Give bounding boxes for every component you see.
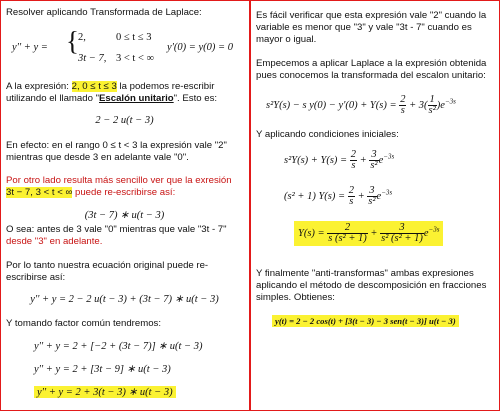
laplace-frac-1 <box>399 95 406 116</box>
exp-power: −3s <box>444 97 456 106</box>
frac-denominator: s² (s² + 1) <box>381 233 423 244</box>
case1-value: 2, <box>78 32 86 43</box>
frac-denominator: s² <box>428 105 436 116</box>
frac-numerator: 2 <box>327 223 368 234</box>
paragraph-5-line1: Por lo tanto nuestra ecuación original puede re- <box>6 260 209 271</box>
ci1-plus: + <box>359 154 367 166</box>
left-column <box>4 0 245 411</box>
initial-conditions: y'(0) = y(0) = 0 <box>167 42 233 53</box>
case1-condition: 0 ≤ t ≤ 3 <box>116 32 152 43</box>
Y-frac-1 <box>327 223 368 244</box>
r-paragraph-2-line1: Empecemos a aplicar Laplace a la expresión obtenida <box>256 58 487 69</box>
p3-highlight: 3t − 7, 3 < t < ∞ <box>6 187 73 198</box>
p1-text-c: utilizando el llamado " <box>6 93 100 104</box>
ci1-frac-1 <box>350 150 357 171</box>
frac-numerator: 2 <box>350 149 356 160</box>
ci2-frac-2 <box>367 186 376 207</box>
frac-numerator: 3 <box>380 223 424 234</box>
p1-text-b: la podemos re-escribir <box>119 81 215 92</box>
equation-a: y'' + y = 2 + [−2 + (3t − 7)] ∗ u(t − 3) <box>34 341 203 352</box>
frac-numerator: 1 <box>429 94 435 105</box>
equation-step-2: (3t − 7) ∗ u(t − 3) <box>84 210 165 221</box>
Y-frac-2 <box>380 223 424 244</box>
paragraph-4-line2: desde "3" en adelante. <box>6 236 103 247</box>
r-paragraph-2-line2: pues conocemos la transformada del escalon unitario: <box>256 70 486 81</box>
laplace-plus: + 3 <box>409 99 425 111</box>
frac-numerator: 3 <box>369 185 375 196</box>
frac-denominator: s (s² + 1) <box>328 233 367 244</box>
frac-denominator: s <box>400 105 405 116</box>
equation-step: 2 − 2 u(t − 3) <box>95 115 154 126</box>
case2-value: 3t − 7, <box>78 53 107 64</box>
problem-title: Resolver aplicando Transformada de Laplace: <box>6 7 202 18</box>
r-paragraph-1-line3: mayor o igual. <box>256 34 317 45</box>
paragraph-1-line2 <box>6 93 217 105</box>
ci2-plus: + <box>357 190 365 202</box>
p1-highlight: 2, 0 ≤ t ≤ 3 <box>71 81 117 92</box>
r-paragraph-1-line2: variable es menor que "3" y vale "3t - 7" cuando es <box>256 22 472 33</box>
laplace-frac-2 <box>428 95 437 116</box>
exp-power: −3s <box>383 152 395 161</box>
paragraph-2-line2: mientras que desde 3 en adelante vale "0". <box>6 152 189 163</box>
equation-c-highlighted: y'' + y = 2 + 3(t − 3) ∗ u(t − 3) <box>34 386 176 398</box>
frac-numerator: 3 <box>371 149 377 160</box>
frac-numerator: 2 <box>348 185 354 196</box>
paragraph-3-line1: Por otro lado resulta más sencillo ver que la exresión <box>6 175 232 186</box>
frac-denominator: s² <box>370 160 378 171</box>
paragraph-4-line1: O sea: antes de 3 vale "0" mientras que vale "3t - 7" <box>6 224 227 235</box>
p1-text-a: A la expresión: <box>6 81 69 92</box>
p1-text-end: ". Esto es: <box>173 93 218 104</box>
exp-base: e <box>378 154 384 166</box>
r-paragraph-4-line3: simples. Obtienes: <box>256 292 335 303</box>
exp-base: e <box>376 190 382 202</box>
frac-denominator: s² <box>368 196 376 207</box>
case2-condition: 3 < t < ∞ <box>116 53 154 64</box>
laplace-lhs: s²Y(s) − s y(0) − y'(0) + Y(s) = <box>266 99 397 111</box>
piecewise-brace: { <box>66 26 79 56</box>
r-paragraph-1-line1: Es fácil verificar que esta expresión vale "2" cuando la <box>256 10 487 21</box>
exp-base: e <box>440 99 445 111</box>
ci1-frac-2 <box>369 150 378 171</box>
equation-b: y'' + y = 2 + [3t − 9] ∗ u(t − 3) <box>34 364 171 375</box>
ci-equation-1 <box>284 150 394 171</box>
laplace-equation: s²Y(s) − s y(0) − y'(0) + Y(s) = $\frac{2}{s}$ + 3( $\frac{1}{\text{s²}}$ )$e^{-3s}$ <box>266 94 456 116</box>
r-paragraph-3: Y aplicando condiciones iniciales: <box>256 129 399 140</box>
exp-power: −3s <box>381 188 393 197</box>
Y-lhs: Y(s) = <box>298 227 325 239</box>
right-column <box>254 0 496 411</box>
paragraph-1-line1 <box>6 81 214 93</box>
final-solution-highlighted: y(t) = 2 − 2 cos(t) + [3(t − 3) − 3 sen(t − 3)] u(t − 3) <box>272 315 459 327</box>
r-paragraph-4-line2: aplicando el método de descomposición en fracciones <box>256 280 487 291</box>
paragraph-5-line2: escribirse así: <box>6 272 66 283</box>
paragraph-6: Y tomando factor común tendremos: <box>6 318 162 329</box>
ci2-frac-1 <box>348 186 355 207</box>
ci2-lhs: (s² + 1) Y(s) = <box>284 190 346 202</box>
ci1-lhs: s²Y(s) + Y(s) = <box>284 154 348 166</box>
frac-numerator: 2 <box>400 94 406 105</box>
frac-denominator: s <box>349 196 354 207</box>
column-divider <box>249 0 251 411</box>
paragraph-3-line2 <box>6 187 175 199</box>
r-paragraph-4-line1: Y finalmente "anti-transformas" ambas expresiones <box>256 268 474 279</box>
frac-denominator: s <box>351 160 356 171</box>
ode-lhs: y'' + y = <box>12 42 48 53</box>
Y-solution-highlighted <box>294 221 443 246</box>
paragraph-2-line1: En efecto: en el rango 0 ≤ t < 3 la expresión vale "2" <box>6 140 227 151</box>
escalon-unitario-link[interactable]: Escalón unitario <box>99 93 174 104</box>
exp-base: e <box>423 227 429 239</box>
ci-equation-2 <box>284 186 392 207</box>
Y-plus: + <box>370 227 378 239</box>
equation-full: y'' + y = 2 − 2 u(t − 3) + (3t − 7) ∗ u(t − 3) <box>30 294 219 305</box>
exp-power: −3s <box>428 225 440 234</box>
p3-text-b: puede re-escribirse así: <box>74 187 176 198</box>
